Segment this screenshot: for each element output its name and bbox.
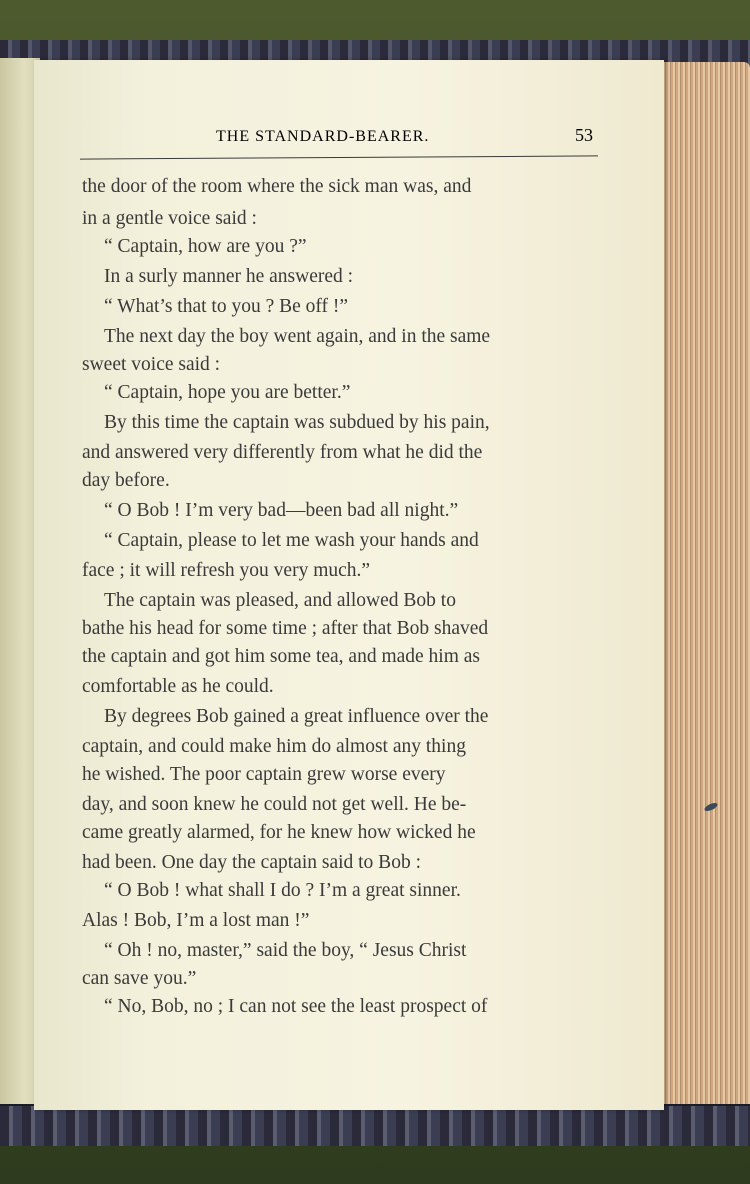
running-head-title: THE STANDARD-BEARER. [216,128,430,145]
text-line: “ Captain, hope you are better.” [104,382,351,403]
text-line: the captain and got him some tea, and made him as [82,646,481,667]
book-page [34,60,664,1110]
page-number: 53 [575,125,593,145]
text-line: sweet voice said : [82,354,221,375]
text-line: bathe his head for some time ; after that Bob shaved [82,618,489,639]
text-line: By degrees Bob gained a great influence over the [104,706,489,727]
text-line: day, and soon knew he could not get well. He be- [82,794,467,815]
text-line: “ O Bob ! I’m very bad—been bad all night.” [104,500,459,521]
text-line: comfortable as he could. [82,676,274,697]
text-line: “ No, Bob, no ; I can not see the least prospect of [104,996,488,1017]
book-cover-bottom-edge [0,1104,750,1146]
text-line: “ Captain, please to let me wash your hands and [104,530,479,551]
text-line: By this time the captain was subdued by his pain, [104,412,490,433]
text-line: can save you.” [82,968,197,989]
text-line: “ Oh ! no, master,” said the boy, “ Jesus Christ [104,940,467,961]
text-line: “ Captain, how are you ?” [104,236,307,257]
text-line: he wished. The poor captain grew worse every [82,764,446,785]
text-line: face ; it will refresh you very much.” [82,560,371,581]
text-line: in a gentle voice said : [82,208,257,229]
text-line: In a surly manner he answered : [104,266,354,287]
text-line: The next day the boy went again, and in the same [104,326,491,347]
text-line: came greatly alarmed, for he knew how wicked he [82,822,476,843]
text-line: day before. [82,470,170,491]
text-line: the door of the room where the sick man was, and [82,176,472,197]
text-line: and answered very differently from what he did the [82,442,483,463]
text-line: “ O Bob ! what shall I do ? I’m a great sinner. [104,880,461,901]
text-line: The captain was pleased, and allowed Bob to [104,590,456,611]
header-rule [80,155,598,159]
text-line: captain, and could make him do almost any thing [82,736,466,757]
text-line: Alas ! Bob, I’m a lost man !” [82,910,310,931]
text-line: had been. One day the captain said to Bob : [82,852,421,873]
text-line: “ What’s that to you ? Be off !” [104,296,349,317]
